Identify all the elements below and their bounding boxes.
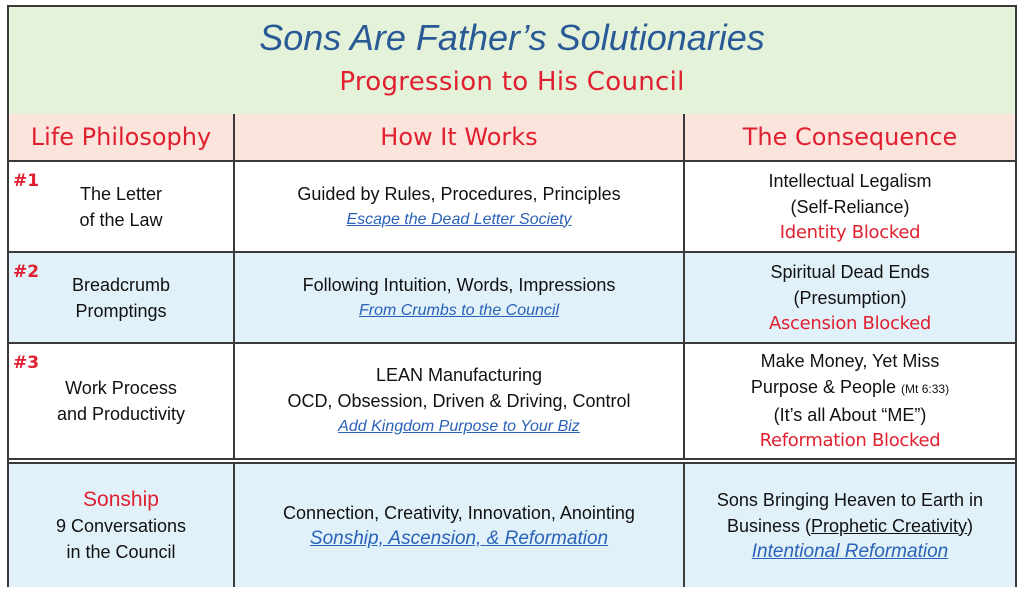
blocked-label: Identity Blocked [779,221,921,243]
philosophy-cell [9,253,233,342]
prophetic-creativity-text: Prophetic Creativity [810,515,968,536]
how-cell [233,162,685,251]
row-number: #2 [13,262,40,282]
page-subtitle: Progression to His Council [339,67,685,97]
philosophy-cell [9,464,233,587]
column-header-consequence: The Consequence [685,114,1015,162]
philosophy-line: 9 Conversations [55,515,187,536]
philosophy-cell [9,162,233,251]
philosophy-line: Promptings [75,300,167,321]
consequence-cell [685,162,1015,251]
philosophy-line: of the Law [79,209,163,230]
table-row [9,462,1015,587]
consequence-line [751,374,949,402]
article-link[interactable]: Add Kingdom Purpose to Your Biz [338,418,580,435]
table-row [9,162,1015,253]
table-row [9,344,1015,460]
consequence-line: Sons Bringing Heaven to Earth in [716,489,984,510]
how-cell [233,253,685,342]
blocked-label: Reformation Blocked [759,430,941,451]
philosophy-line: Breadcrumb [71,274,171,295]
consequence-cell [685,253,1015,342]
how-text: Connection, Creativity, Innovation, Anointing [283,502,635,523]
consequence-cell [685,464,1015,587]
consequence-text: Business ( [726,515,811,536]
article-link[interactable]: Intentional Reformation [751,540,949,562]
consequence-line: Spiritual Dead Ends [770,261,930,282]
philosophy-line: The Letter [79,183,163,204]
how-text: Guided by Rules, Procedures, Principles [297,183,621,204]
consequence-line: (It’s all About “ME”) [773,405,927,425]
consequence-text: Purpose & People [750,377,897,397]
row-number: #3 [13,353,40,373]
philosophy-cell [9,344,233,458]
table-header [9,7,1015,116]
philosophy-line: Work Process [65,378,177,398]
blocked-label: Ascension Blocked [768,312,932,334]
page-title: Sons Are Father’s Solutionaries [259,17,765,58]
article-link[interactable]: Escape the Dead Letter Society [346,210,572,228]
table-row [9,253,1015,344]
consequence-text: ) [967,515,974,536]
philosophy-line: in the Council [66,541,176,562]
consequence-line: (Presumption) [793,287,907,308]
philosophy-line: and Productivity [56,404,186,424]
article-link[interactable]: From Crumbs to the Council [358,301,560,319]
scripture-reference: (Mt 6:33) [901,382,950,396]
how-text: LEAN Manufacturing [375,365,543,385]
how-text: OCD, Obsession, Driven & Driving, Control [287,391,631,411]
consequence-line [727,513,973,539]
consequence-cell [685,344,1015,458]
how-cell [233,464,685,587]
how-text: Following Intuition, Words, Impressions [302,274,616,295]
sonship-title: Sonship [83,487,159,511]
column-header-how: How It Works [233,114,685,162]
article-link[interactable]: Sonship, Ascension, & Reformation [309,527,609,549]
column-header-philosophy: Life Philosophy [9,114,233,162]
how-cell [233,344,685,458]
row-number: #1 [13,171,40,191]
progression-table [7,5,1017,587]
consequence-line: (Self-Reliance) [790,196,910,217]
consequence-line: Make Money, Yet Miss [760,351,940,371]
consequence-line: Intellectual Legalism [768,170,932,191]
